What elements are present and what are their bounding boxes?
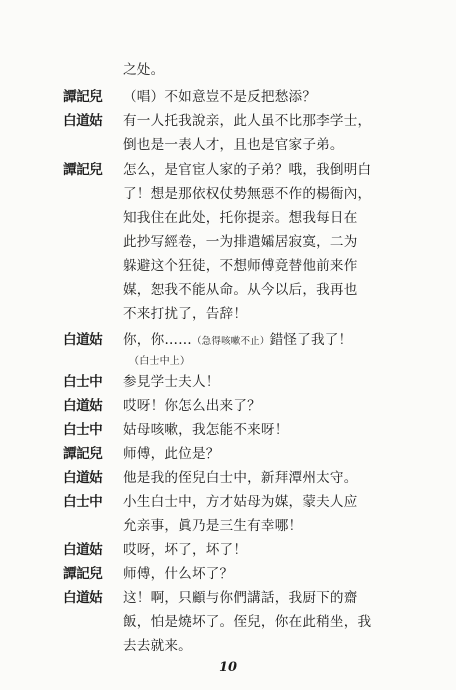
dialogue-text: 姑母咳嗽，我怎能不来呀！ bbox=[123, 422, 289, 438]
script-line bbox=[0, 109, 456, 133]
dialogue-text: 之处。 bbox=[123, 62, 165, 78]
dialogue-text: 师傅，什么坏了？ bbox=[123, 566, 234, 582]
dialogue-text: 飯，怕是燒坏了。侄兒，你在此稍坐，我 bbox=[123, 614, 372, 630]
speaker-name: 譚記兒 bbox=[63, 446, 103, 462]
script-line bbox=[0, 442, 456, 466]
script-line bbox=[0, 466, 456, 490]
speaker-name: 白道姑 bbox=[63, 590, 103, 606]
dialogue-text: 允亲事，眞乃是三生有幸哪！ bbox=[123, 518, 303, 534]
speaker-name: 白道姑 bbox=[63, 542, 103, 558]
dialogue-text: 去去就来。 bbox=[123, 638, 192, 654]
script-line bbox=[0, 254, 456, 278]
dialogue-segment: 錯怪了我了！ bbox=[269, 332, 353, 348]
dialogue-text: 知我住在此处，托你提亲。想我每日在 bbox=[123, 210, 358, 226]
speaker-name: 白道姑 bbox=[63, 398, 103, 414]
dialogue-text: 了！想是那依权仗势無惡不作的楊衙內， bbox=[123, 186, 372, 202]
script-line bbox=[0, 158, 456, 182]
script-line bbox=[0, 514, 456, 538]
script-line bbox=[0, 278, 456, 302]
speaker-name: 譚記兒 bbox=[63, 89, 103, 105]
script-line bbox=[0, 58, 456, 82]
script-line bbox=[0, 418, 456, 442]
dialogue-text: 躲避这个狂徒，不想师傅竟替他前来作 bbox=[123, 258, 358, 274]
speaker-name: 白道姑 bbox=[63, 113, 103, 129]
dialogue-text: 这！啊，只顧与你們講話，我厨下的齋 bbox=[123, 590, 358, 606]
script-line bbox=[0, 85, 456, 109]
speaker-name: 譚記兒 bbox=[63, 162, 103, 178]
dialogue-segment: 你，你…… bbox=[123, 332, 192, 348]
script-line bbox=[0, 562, 456, 586]
script-line bbox=[0, 133, 456, 157]
dialogue-text: 怎么，是官宦人家的子弟？哦，我倒明白 bbox=[123, 162, 372, 178]
script-line bbox=[0, 538, 456, 562]
dialogue-text: 倒也是一表人才，且也是官家子弟。 bbox=[123, 137, 344, 153]
dialogue-text: 小生白士中，方才姑母为媒，蒙夫人应 bbox=[123, 494, 358, 510]
speaker-name: 白士中 bbox=[63, 422, 103, 438]
script-line bbox=[0, 370, 456, 394]
dialogue-text: 媒，恕我不能从命。从今以后，我再也 bbox=[123, 282, 358, 298]
script-line bbox=[0, 182, 456, 206]
stage-direction: （白士中上） bbox=[129, 356, 191, 367]
script-line bbox=[0, 634, 456, 658]
dialogue-text: 哎呀！你怎么出来了？ bbox=[123, 398, 261, 414]
dialogue-text: 他是我的侄兒白士中，新拜潭州太守。 bbox=[123, 470, 358, 486]
dialogue-text: 哎呀，坏了，坏了！ bbox=[123, 542, 248, 558]
speaker-name: 譚記兒 bbox=[63, 566, 103, 582]
script-line bbox=[0, 490, 456, 514]
speaker-name: 白道姑 bbox=[63, 470, 103, 486]
stage-note-inline: （急得咳嗽不止） bbox=[191, 336, 270, 347]
dialogue-text: 有一人托我說亲，此人虽不比那李学士， bbox=[123, 113, 372, 129]
script-line bbox=[0, 394, 456, 418]
dialogue-text: 师傅，此位是？ bbox=[123, 446, 220, 462]
dialogue-text: 不来打扰了，告辞！ bbox=[123, 306, 248, 322]
script-line bbox=[0, 586, 456, 610]
dialogue-text: （唱）不如意豈不是反把愁添？ bbox=[123, 89, 317, 105]
speaker-name: 白士中 bbox=[63, 494, 103, 510]
script-line bbox=[0, 230, 456, 254]
speaker-name: 白士中 bbox=[63, 374, 103, 390]
script-line bbox=[0, 302, 456, 326]
dialogue-text: 参見学士夫人！ bbox=[123, 374, 220, 390]
dialogue-text: 此抄写經卷，一为排遣孀居寂寞，二为 bbox=[123, 234, 358, 250]
script-line bbox=[0, 612, 456, 636]
speaker-name: 白道姑 bbox=[63, 332, 103, 348]
script-line bbox=[0, 206, 456, 230]
page-number: 10 bbox=[218, 660, 238, 675]
